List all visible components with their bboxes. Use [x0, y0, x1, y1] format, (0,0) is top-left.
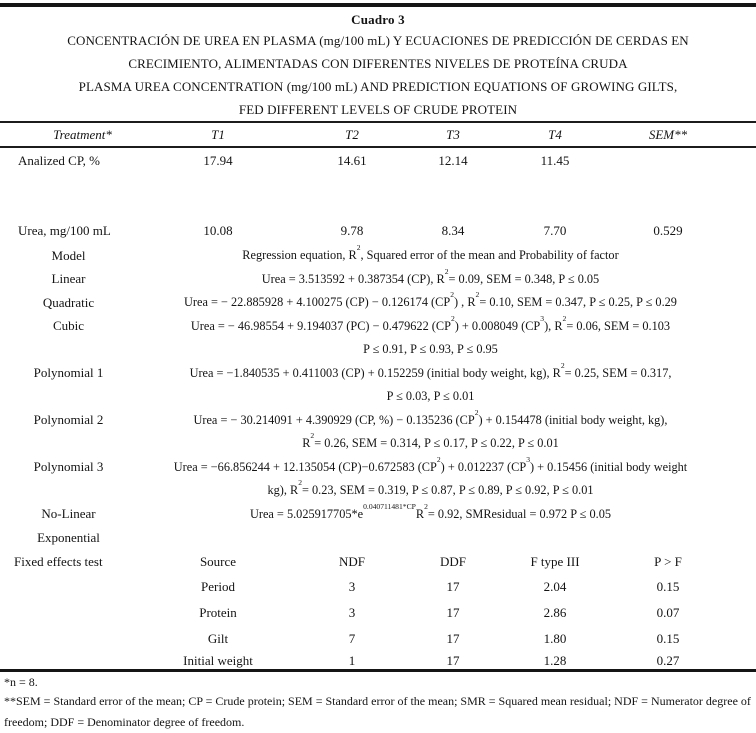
row-urea [0, 218, 756, 244]
col-header-t1: T1 [211, 126, 225, 142]
equation: Urea = −1.840535 + 0.411003 (CP) + 0.152259 (initial body weight, kg), R 2 = 0.25, SEM = 0.317, [189, 360, 672, 380]
row-polynomial-1-continued [0, 385, 756, 409]
model-label: Model [51, 247, 86, 263]
fe-f-value: 2.04 [543, 578, 567, 594]
value-t1: 10.08 [203, 223, 233, 238]
fe-p-value: 0.15 [656, 630, 680, 646]
model-label: Polynomial 2 [33, 412, 104, 428]
value-sem: 0.529 [653, 223, 683, 238]
row-exponential [0, 526, 756, 550]
model-label: No-Linear [41, 506, 96, 522]
equation: Urea = − 30.214091 + 4.390929 (CP, %) − 0.135236 (CP 2 ) + 0.154478 (initial body weight, kg), [193, 407, 668, 427]
title-line-english-2: FED DIFFERENT LEVELS OF CRUDE PROTEIN [238, 102, 518, 117]
row-analized-cp [0, 148, 756, 174]
equation: Urea = − 46.98554 + 9.194037 (PC) − 0.479622 (CP 2 ) + 0.008049 (CP 3 ), R 2 = 0.06, SEM = 0.103 [190, 313, 671, 333]
fe-p-value: 0.15 [656, 578, 680, 594]
row-quadratic [0, 291, 756, 315]
fe-ddf: 17 [446, 604, 460, 620]
equation: Urea = 5.025917705*e 0.040711481*CP R 2 = 0.92, SMResidual = 0.972 P ≤ 0.05 [249, 501, 612, 521]
fe-row-gilt [0, 626, 756, 652]
footnote-n: *n = 8. [4, 674, 38, 689]
row-polynomial-1 [0, 362, 756, 386]
fe-f-value: 1.28 [543, 652, 567, 668]
fe-p-value: 0.07 [656, 604, 680, 620]
model-label: Polynomial 1 [33, 365, 104, 381]
row-cubic-continued [0, 338, 756, 362]
fe-col-ndf: NDF [338, 553, 365, 569]
model-description: Regression equation, R 2 , Squared error of the mean and Probability of factor [242, 243, 619, 263]
col-header-sem: SEM** [648, 126, 688, 142]
value-t4: 11.45 [540, 153, 570, 168]
fe-p-value: 0.27 [656, 652, 680, 668]
row-label: Urea, mg/100 mL [18, 223, 111, 238]
value-t2: 9.78 [340, 223, 364, 238]
model-label: Exponential [37, 529, 100, 545]
title-line-english-1: PLASMA UREA CONCENTRATION (mg/100 mL) AND PREDICTION EQUATIONS OF GROWING GILTS, [78, 79, 678, 94]
fe-col-source: Source [199, 553, 237, 569]
fe-f-value: 1.80 [543, 630, 567, 646]
row-label: Analized CP, % [18, 153, 100, 168]
table-caption: Cuadro 3 [351, 12, 405, 27]
title-line-spanish-2: CRECIMIENTO, ALIMENTADAS CON DIFERENTES NIVELES DE PROTEÍNA CRUDA [128, 56, 628, 71]
row-polynomial-3-continued [0, 479, 756, 503]
fe-ndf: 7 [348, 630, 356, 646]
fe-ndf: 3 [348, 604, 356, 620]
equation: Urea = − 22.885928 + 4.100275 (CP) − 0.126174 (CP 2 ) , R 2 = 0.10, SEM = 0.347, P ≤ 0.25, P ≤ 0.29 [184, 290, 677, 310]
fe-source: Protein [199, 604, 237, 620]
footnote-abbreviations: **SEM = Standard error of the mean; CP = Crude protein; SEM = Standard error of the mean; SMR = Squared mean residual; NDF = Numerator degree of freedom; DDF = Denominator degree of freedom. [4, 693, 751, 729]
fe-ddf: 17 [446, 578, 460, 594]
value-t2: 14.61 [337, 153, 367, 168]
value-t3: 8.34 [441, 223, 465, 238]
fe-col-ddf: DDF [439, 553, 466, 569]
fixed-effects-header-row [0, 550, 756, 574]
equation-continued: P ≤ 0.91, P ≤ 0.93, P ≤ 0.95 [363, 342, 498, 357]
fe-row-protein [0, 600, 756, 626]
equation-continued: R 2 = 0.26, SEM = 0.314, P ≤ 0.17, P ≤ 0.22, P ≤ 0.01 [302, 431, 559, 451]
fe-col-f-type-iii: F type III [530, 553, 580, 569]
fe-f-value: 2.86 [543, 604, 567, 620]
fe-ddf: 17 [446, 652, 460, 668]
col-header-t3: T3 [446, 126, 460, 142]
col-header-t2: T2 [345, 126, 359, 142]
fixed-effects-label: Fixed effects test [14, 553, 103, 569]
equation-continued: P ≤ 0.03, P ≤ 0.01 [386, 389, 475, 404]
model-label: Cubic [52, 318, 85, 334]
value-t3: 12.14 [438, 153, 468, 168]
row-cubic [0, 315, 756, 339]
column-header-row [0, 123, 756, 146]
equation: Urea = −66.856244 + 12.135054 (CP)−0.672583 (CP 2 ) + 0.012237 (CP 3 ) + 0.15456 (initial body weight [173, 454, 688, 474]
model-label: Polynomial 3 [33, 459, 104, 475]
fe-col-p-f: P > F [654, 553, 682, 569]
paper-table-page [0, 3, 756, 733]
value-t1: 17.94 [203, 153, 233, 168]
equation: Urea = 3.513592 + 0.387354 (CP), R 2 = 0.09, SEM = 0.348, P ≤ 0.05 [261, 266, 600, 286]
row-no-linear [0, 503, 756, 527]
fe-ndf: 1 [348, 652, 356, 668]
row-model [0, 244, 756, 268]
title-line-spanish-1: CONCENTRACIÓN DE UREA EN PLASMA (mg/100 mL) Y ECUACIONES DE PREDICCIÓN DE CERDAS EN [67, 33, 689, 48]
fe-ddf: 17 [446, 630, 460, 646]
fe-source: Initial weight [183, 652, 253, 668]
col-header-treatment: Treatment* [53, 126, 112, 142]
fe-source: Gilt [207, 630, 229, 646]
model-label: Quadratic [42, 294, 95, 310]
row-polynomial-2 [0, 409, 756, 433]
fe-row-period [0, 574, 756, 600]
fe-ndf: 3 [348, 578, 356, 594]
equation-continued: kg), R 2 = 0.23, SEM = 0.319, P ≤ 0.87, P ≤ 0.89, P ≤ 0.92, P ≤ 0.01 [267, 478, 594, 498]
fe-row-initial-weight [0, 652, 756, 669]
col-header-t4: T4 [548, 126, 562, 142]
row-polynomial-3 [0, 456, 756, 480]
blank-row [0, 174, 756, 218]
model-label: Linear [51, 271, 86, 287]
value-t4: 7.70 [543, 223, 567, 238]
row-linear [0, 268, 756, 292]
fe-source: Period [201, 578, 235, 594]
row-polynomial-2-continued [0, 432, 756, 456]
